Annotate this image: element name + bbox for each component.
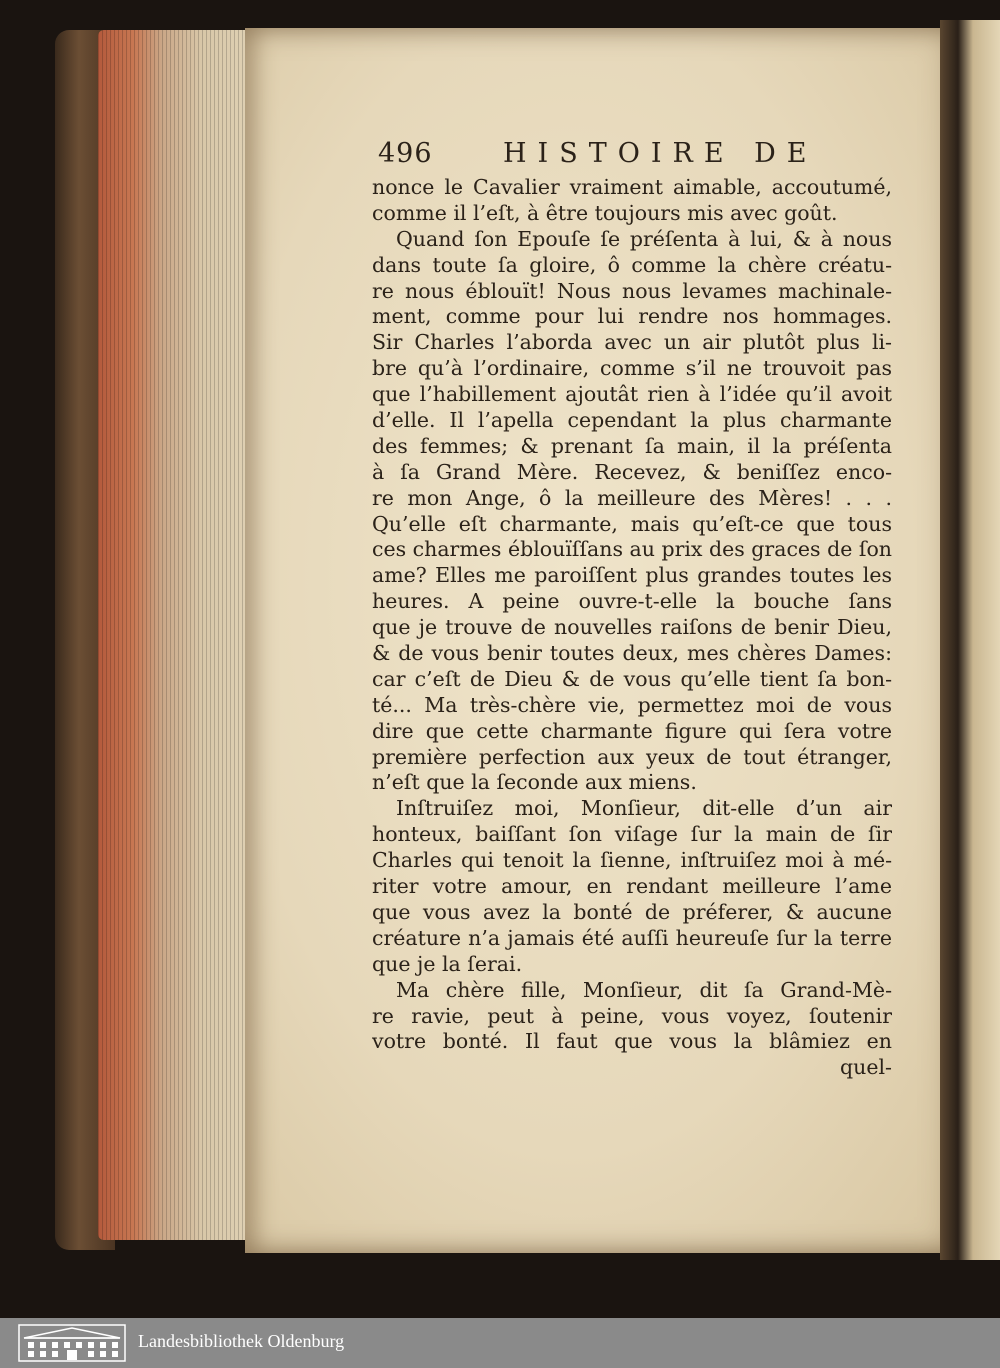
text-line: ame? Elles me paroiſſent plus grandes toutes les <box>372 563 892 588</box>
running-head <box>378 138 898 178</box>
text-line: ces charmes éblouïſſans au prix des graces de ſon <box>372 537 892 562</box>
library-name: Landesbibliothek Oldenburg <box>138 1331 345 1351</box>
text-line: re nous éblouït! Nous nous levames machinale- <box>372 278 892 303</box>
text-line: que je la ſerai. <box>372 951 523 976</box>
text-line: à ſa Grand Mère. Recevez, & beniſſez enco- <box>372 459 892 484</box>
text-line: bre qu’à l’ordinaire, comme s’il ne trouvoit pas <box>372 356 892 381</box>
text-line: ment, comme pour lui rendre nos hommages. <box>372 304 892 329</box>
catchword: quel- <box>840 1055 892 1080</box>
library-building-icon <box>18 1324 126 1362</box>
text-line: que vous avez la bonté de préferer, & aucune <box>372 899 892 924</box>
body-text <box>372 175 892 1081</box>
text-line: té... Ma très-chère vie, permettez moi de vous <box>372 692 892 717</box>
text-line: Sir Charles l’aborda avec un air plutôt plus li- <box>372 330 892 355</box>
text-line: riter votre amour, en rendant meilleure l’ame <box>372 874 892 899</box>
running-title: HISTOIRE DE <box>503 138 818 169</box>
text-line: que je trouve de nouvelles raiſons de benir Dieu, <box>372 615 892 640</box>
text-line: comme il l’eſt, à être toujours mis avec goût. <box>372 200 838 225</box>
text-line: honteux, baiſſant ſon viſage ſur la main de ſir <box>372 822 892 847</box>
text-line: re ravie, peut à peine, vous voyez, ſoutenir <box>372 1003 892 1028</box>
text-line: re mon Ange, ô la meilleure des Mères! . . . <box>372 485 892 510</box>
text-line: nonce le Cavalier vraiment aimable, accoutumé, <box>372 175 892 199</box>
text-line: Charles qui tenoit la ſienne, inſtruiſez moi à mé- <box>372 848 892 873</box>
text-line: Qu’elle eſt charmante, mais qu’eſt-ce que tous <box>372 511 892 536</box>
text-line: votre bonté. Il faut que vous la blâmiez en <box>372 1029 892 1054</box>
text-line: d’elle. Il l’apella cependant la plus charmante <box>372 408 892 433</box>
page-number: 496 <box>378 138 433 169</box>
library-footer <box>0 1318 1000 1368</box>
text-line: dans toute ſa gloire, ô comme la chère créatu- <box>372 252 892 277</box>
text-line: Inſtruiſez moi, Monſieur, dit-elle d’un air <box>396 796 892 821</box>
page-edges <box>98 30 258 1240</box>
text-line: Ma chère fille, Monſieur, dit ſa Grand-Mè- <box>396 977 892 1002</box>
text-line: n’eſt que la ſeconde aux miens. <box>372 770 697 795</box>
text-line: des femmes; & prenant ſa main, il la préſenta <box>372 433 892 458</box>
text-line: première perfection aux yeux de tout étranger, <box>372 744 892 769</box>
facing-page-edge <box>940 20 1000 1260</box>
text-line: dire que cette charmante figure qui ſera votre <box>372 718 892 743</box>
text-line: Quand ſon Epouſe ſe préſenta à lui, & à nous <box>396 226 892 251</box>
text-line: & de vous benir toutes deux, mes chères Dames: <box>372 641 892 666</box>
text-line: que l’habillement ajoutât rien à l’idée qu’il avoit <box>372 382 892 407</box>
text-line: heures. A peine ouvre-t-elle la bouche ſans <box>372 589 892 614</box>
text-line: car c’eſt de Dieu & de vous qu’elle tient ſa bon- <box>372 666 892 691</box>
text-line: créature n’a jamais été auſſi heureuſe ſur la terre <box>372 925 892 950</box>
